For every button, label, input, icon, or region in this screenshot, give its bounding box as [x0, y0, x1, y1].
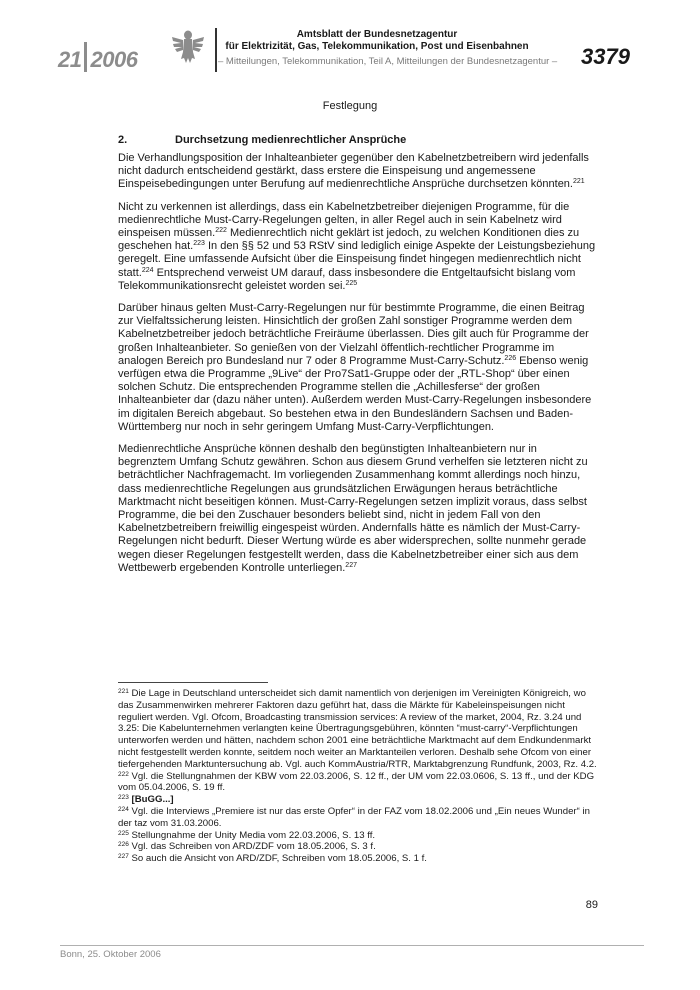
footnote-text: Vgl. das Schreiben von ARD/ZDF vom 18.05.2006, S. 3 f. [131, 841, 376, 853]
heading-number: 2. [118, 134, 128, 146]
journal-page-number: 3379 [581, 44, 630, 69]
federal-eagle-icon [171, 28, 205, 66]
footnote-ref[interactable]: 222 [215, 227, 227, 235]
heading-title: Durchsetzung medienrechtlicher Ansprüche [175, 134, 407, 146]
footnote-ref[interactable]: 227 [345, 561, 357, 569]
footnote [118, 688, 598, 771]
footnote-text: Vgl. die Interviews „Premiere ist nur das erste Opfer“ in der FAZ vom 18.02.2006 und „Ein neues Wunder“ in der taz vom 31.03.2006. [118, 805, 590, 829]
footnote-number: 224 [118, 805, 129, 813]
footnote-ref[interactable]: 221 [572, 178, 585, 186]
header-divider [215, 28, 217, 72]
footnote [118, 771, 598, 795]
footnote-number: 223 [118, 794, 129, 802]
footnotes [118, 688, 598, 865]
footnote [118, 841, 598, 853]
paragraph-text: Medienrechtlich nicht geklärt ist jedoch, zu welchen Konditionen dies zu geschehen hat. [118, 227, 580, 253]
paragraph-text: Nicht zu verkennen ist allerdings, dass ein Kabelnetzbetreiber diejenigen Programme, für die medienrechtliche Must-Carry-Regelungen gelten, in aller Regel auch in sein Kabelnetz wird einspeisen müssen. [118, 200, 570, 240]
footnote-separator [118, 682, 268, 683]
body-text [118, 152, 598, 584]
paragraph [118, 152, 598, 192]
issue-label [58, 42, 137, 73]
page-number: 89 [585, 899, 598, 911]
paragraph-text: Medienrechtliche Ansprüche können deshalb den begünstigten Inhalteanbietern nur in begrenztem Umfang Schutz gewähren. Schon aus diesem Grund verhelfen sie letzteren nicht zu beträchtlicher Nachfragemacht. Im vorliegenden Zusammenhang kommt allerdings noch hinzu, dass medienrechtliche Regelungen aus grundsätzlichen Erwägungen heraus beträchtliche Marktmacht nicht beseitigen können. Must-Carry-Regelungen setzen implizit voraus, dass selbst Programme, die bei den Zuschauer besonders beliebt sind, nicht in jedem Fall von den Kabelnetzbetreibern freiwillig eingespeist würden. Andernfalls hätte es nämlich der Must-Carry-Regelungen nicht bedurft. Dieser Wertung würde es aber widersprechen, sollte nunmehr gerade wegen dieser Regelungen festgestellt werden, dass die Kabelnetzbetreiber einer sich aus dem Wettbewerb ergebenden Kontrolle unterliegen. [118, 443, 588, 574]
section-heading [118, 134, 406, 146]
footnote [118, 794, 598, 806]
publication-title-line1: Amtsblatt der Bundesnetzagentur [296, 29, 458, 40]
paragraph-text: Entsprechend verweist UM darauf, dass insbesondere die Entgeltaufsicht bislang vom Telekommunikationsrecht geleistet worden sei. [118, 266, 576, 292]
footnote-ref[interactable]: 224 [141, 266, 154, 274]
paragraph [118, 201, 598, 293]
publication-title [224, 29, 530, 53]
issue-year: 2006 [90, 47, 138, 72]
publication-subtitle: – Mitteilungen, Telekommunikation, Teil A, Mitteilungen der Bundesnetzagentur – [218, 56, 558, 67]
footnote-text: Die Lage in Deutschland unterscheidet sich damit namentlich von derjenigen im Vereinigten Königreich, wo das Zusammenwirken mehrerer Faktoren dazu geführt hat, dass die Märkte für Kabeleinspeisungen nicht reguliert werden. Vgl. Ofcom, Broadcasting transmission services: A review of the market, 2004, Rz. 3.24 und 3.25: Die Kabelunternehmen verlangten keine Übertragungsgebühren, könnten “must-carry“-Verpflichtungen unterworfen werden und hätten, nachdem schon 2001 eine beträchtliche Marktmacht auf dem Endkundenmarkt nicht festgestellt werden konnte, seitdem noch weiter an Marktanteilen verloren. Deshalb sehe Ofcom von einer tiefergehenden Marktuntersuchung ab. Vgl. auch KommAustria/RTR, Marktabgrenzung Rundfunk, 2003, Rz. 4.2. [118, 688, 597, 770]
footnote-text: Vgl. die Stellungnahmen der KBW vom 22.03.2006, S. 12 ff., der UM vom 22.03.0606, S. 13 ff., und der KDG vom 05.04.2006, S. 19 ff. [118, 770, 595, 794]
paragraph [118, 443, 598, 575]
footnote-text: Stellungnahme der Unity Media vom 22.03.2006, S. 13 ff. [131, 829, 376, 841]
paragraph-text: Darüber hinaus gelten Must-Carry-Regelungen nur für bestimmte Programme, die einen Beitrag zur Vielfaltssicherung leisten. Hinsichtlich der großen Zahl sonstiger Programme werden dem Kabelnetzbetreiber jedoch beträchtliche Freiräume überlassen. Dies gilt auch für Programme der großen Inhalteanbieter. So genießen von der Vielzahl öffentlich-rechtlicher Programme im analogen Bereich pro Bundesland nur 7 oder 8 Programme Must-Carry-Schutz. [118, 302, 589, 367]
footnote-number: 227 [118, 853, 129, 861]
footnote-number: 221 [118, 688, 129, 695]
footnote-text: [BuGG...] [131, 794, 174, 806]
issue-divider [84, 42, 87, 72]
footnote-ref[interactable]: 225 [345, 279, 358, 287]
footnote-ref[interactable]: 223 [193, 240, 205, 248]
footer-date: Bonn, 25. Oktober 2006 [60, 949, 161, 960]
footnote [118, 830, 598, 842]
issue-number: 21 [58, 47, 82, 72]
paragraph-text: In den §§ 52 und 53 RStV sind lediglich einige Aspekte der Leistungsbeziehung geregelt. Eine umfassende Aufsicht über die Einspeisung findet hingegen medienrechtlich nicht statt. [118, 240, 596, 279]
footnote [118, 806, 598, 830]
footnote-ref[interactable]: 226 [504, 354, 517, 362]
paragraph-text: Die Verhandlungsposition der Inhalteanbieter gegenüber den Kabelnetzbetreibern wird jedenfalls nicht dadurch entscheidend gestärkt, dass erstere die Einspeisung und angemessene Einspeisebedingungen unter Berufung auf medienrechtliche Ansprüche durchsetzen könnten. [118, 152, 589, 191]
footnote-text: So auch die Ansicht von ARD/ZDF, Schreiben vom 18.05.2006, S. 1 f. [131, 853, 427, 865]
footnote-number: 225 [118, 829, 129, 837]
footnote-number: 226 [118, 841, 129, 849]
section-label: Festlegung [322, 100, 378, 112]
paragraph-text: Ebenso wenig verfügen etwa die Programme „9Live“ der Pro7Sat1-Gruppe oder der „RTL-Shop“ über einen solchen Schutz. Die entsprechenden Programme stellen die „Achillesferse“ der großen Inhalteanbieter dar (dazu näher unten). Außerdem werden Must-Carry-Regelungen insbesondere im digitalen Bereich abgebaut. So bestehen etwa in den Bundesländern Sachsen und Baden-Württemberg nur noch in sehr geringem Umfang Must-Carry-Verpflichtungen. [118, 354, 592, 433]
publication-title-line2: für Elektrizität, Gas, Telekommunikation, Post und Eisenbahnen [225, 41, 529, 52]
paragraph [118, 302, 598, 434]
footnote-number: 222 [118, 770, 129, 778]
footer-divider [60, 945, 644, 946]
footnote [118, 853, 598, 865]
